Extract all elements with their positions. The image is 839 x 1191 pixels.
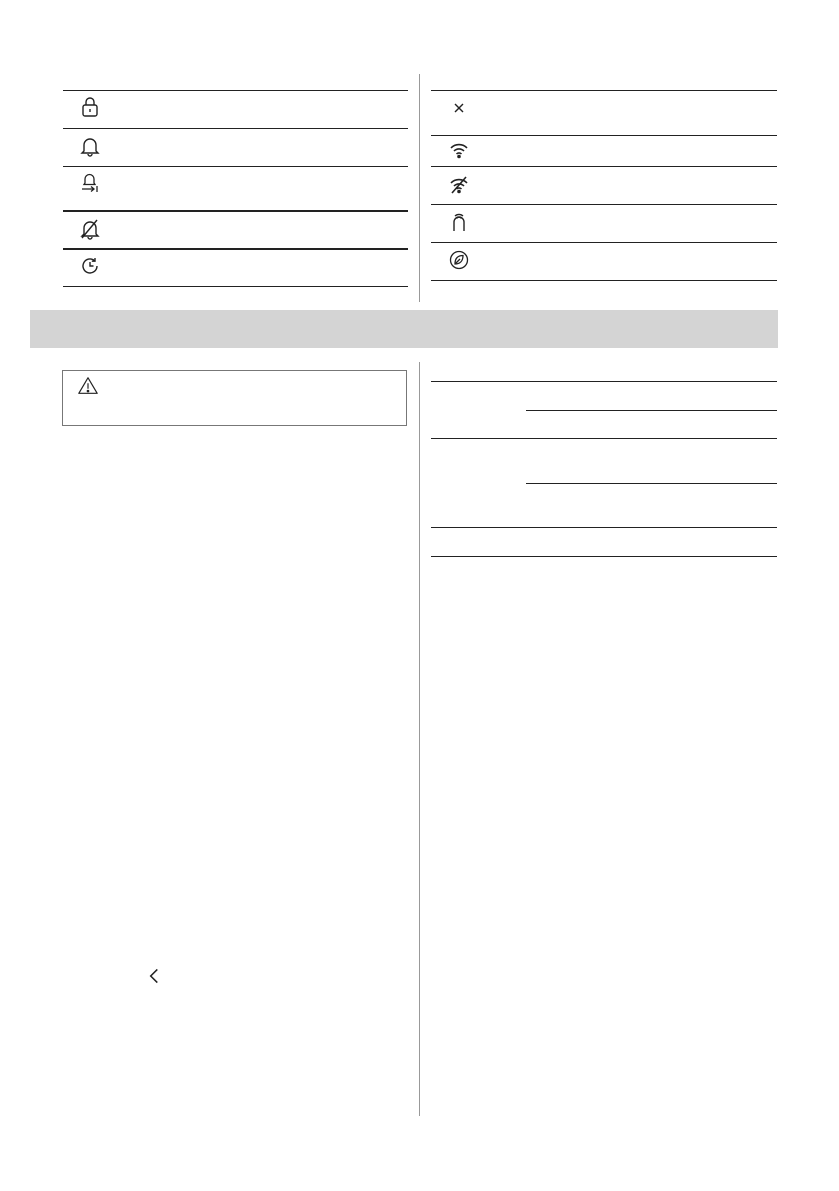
table-rule (63, 128, 408, 129)
close-icon (448, 97, 470, 119)
table-rule (63, 248, 408, 250)
table-rule (63, 210, 408, 212)
wifi-icon (448, 139, 470, 161)
chevron-left-icon (143, 965, 159, 985)
table-rule (431, 204, 777, 205)
table-rule (526, 410, 777, 411)
table-rule (431, 166, 777, 167)
column-divider (419, 362, 420, 1116)
table-rule (431, 242, 777, 243)
remote-signal-icon (448, 211, 470, 233)
clock-refresh-icon (79, 255, 101, 277)
bell-icon (79, 135, 101, 157)
table-rule (431, 381, 777, 382)
table-rule (431, 90, 777, 91)
section-header-band (30, 310, 778, 348)
warning-triangle-icon (77, 375, 101, 399)
wifi-off-icon (448, 174, 470, 196)
table-rule (431, 135, 777, 136)
table-rule (431, 556, 777, 557)
bell-skip-icon (79, 172, 101, 194)
table-rule (63, 90, 408, 91)
table-rule (63, 286, 408, 287)
table-rule (63, 166, 408, 167)
lock-icon (79, 96, 101, 118)
table-rule (431, 527, 777, 528)
warning-box (62, 370, 407, 426)
table-rule (526, 483, 777, 484)
table-rule (431, 438, 777, 439)
table-rule (431, 280, 777, 281)
column-divider (419, 74, 420, 302)
bell-off-icon (79, 218, 101, 240)
eco-leaf-icon (448, 249, 470, 271)
